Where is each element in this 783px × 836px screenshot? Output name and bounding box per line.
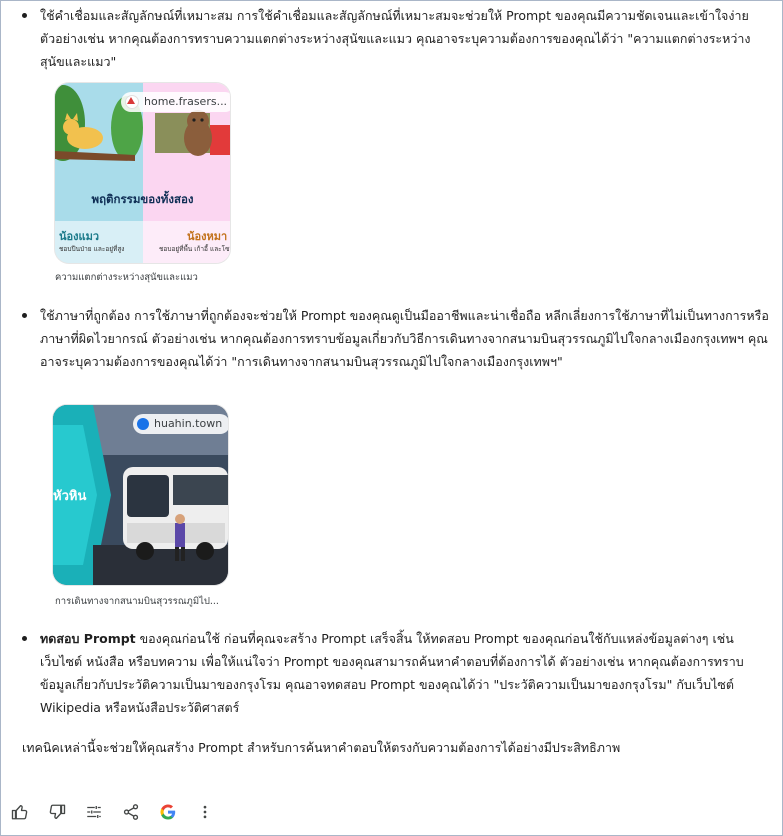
- card-left-sub: ชอบปีนป่าย และอยู่ที่สูง: [59, 245, 125, 253]
- closing-paragraph: เทคนิคเหล่านี้จะช่วยให้คุณสร้าง Prompt สำหรับการค้นหาคำตอบให้ตรงกับความต้องการได้อย่างมีประสิทธิภาพ: [22, 740, 621, 755]
- share-icon: [122, 803, 140, 821]
- item-text: ของคุณก่อนใช้ ก่อนที่คุณจะสร้าง Prompt เสร็จสิ้น ให้ทดสอบ Prompt ของคุณก่อนใช้กับแหล่งข้อมูลต่างๆ เช่น เว็บไซต์ หนังสือ หรือบทความ เพื่อให้แน่ใจว่า Prompt ของคุณสามารถค้นหาคำตอบที่ต้องการได้ ตัวอย่างเช่น หากคุณต้องการทราบข้อมูลเกี่ยวกับประวัติความเป็นมาของกรุงโรม คุณอาจทดสอบ Prompt ของคุณได้ว่า "ประวัติความเป็นมาของกรุงโรม" กับเว็บไซต์ Wikipedia หรือหนังสือประวัติศาสตร์: [40, 631, 744, 715]
- double-check-button[interactable]: [156, 800, 180, 824]
- image-card-bus[interactable]: [53, 405, 228, 585]
- card-sign-text: หัวหิน: [53, 489, 87, 504]
- card-right-label: น้องหมา: [187, 230, 228, 243]
- item-text: ใช้ภาษาที่ถูกต้อง การใช้ภาษาที่ถูกต้องจะช่วยให้ Prompt ของคุณดูเป็นมืออาชีพและน่าเชื่อถือ หลีกเลี่ยงการใช้ภาษาที่ไม่เป็นทางการหรือภาษาที่ผิดไวยากรณ์ ตัวอย่างเช่น หากคุณต้องการทราบข้อมูลเกี่ยวกับวิธีการเดินทางจากสนามบินสุวรรณภูมิไปใจกลางเมืองกรุงเทพฯ คุณอาจระบุความต้องการของคุณได้ว่า "การเดินทางจากสนามบินสุวรรณภูมิไปใจกลางเมืองกรุงเทพฯ": [40, 308, 769, 369]
- more-options-button[interactable]: [193, 800, 217, 824]
- more-vert-icon: [196, 803, 214, 821]
- card-left-label: น้องแมว: [59, 230, 100, 243]
- response-toolbar: [8, 800, 230, 824]
- source-name: home.frasers...: [144, 95, 228, 108]
- card-heading: พฤติกรรมของทั้งสอง: [91, 192, 194, 206]
- thumb-up-button[interactable]: [8, 800, 32, 824]
- source-pill[interactable]: [121, 92, 230, 112]
- tune-icon: [85, 803, 103, 821]
- thumb-down-icon: [48, 803, 66, 821]
- thumb-up-icon: [11, 803, 29, 821]
- item-bold-text: ทดสอบ Prompt: [40, 631, 136, 646]
- list-item: [40, 304, 770, 373]
- image-caption: การเดินทางจากสนามบินสุวรรณภูมิไป...: [55, 596, 219, 607]
- google-icon: [159, 803, 177, 821]
- image-card-pets[interactable]: [55, 83, 230, 263]
- card-right-sub: ชอบอยู่ที่พื้น เก้าอี้ และโซ: [159, 245, 230, 253]
- thumb-down-button[interactable]: [45, 800, 69, 824]
- source-name: huahin.town: [154, 417, 223, 430]
- bullet-dot: [22, 13, 27, 18]
- bullet-dot: [22, 313, 27, 318]
- bullet-dot: [22, 636, 27, 641]
- share-button[interactable]: [119, 800, 143, 824]
- list-item: [40, 4, 770, 73]
- site-favicon-icon: [125, 95, 139, 109]
- image-caption: ความแตกต่างระหว่างสุนัขและแมว: [55, 272, 198, 283]
- source-pill[interactable]: [133, 414, 228, 434]
- modify-response-button[interactable]: [82, 800, 106, 824]
- list-item: [40, 627, 770, 719]
- site-favicon-icon: [137, 418, 149, 430]
- item-text: ใช้คำเชื่อมและสัญลักษณ์ที่เหมาะสม การใช้คำเชื่อมและสัญลักษณ์ที่เหมาะสมจะช่วยให้ Prompt ของคุณมีความชัดเจนและเข้าใจง่าย ตัวอย่างเช่น หากคุณต้องการทราบความแตกต่างระหว่างสุนัขและแมว คุณอาจระบุความต้องการของคุณได้ว่า "ความแตกต่างระหว่างสุนัขและแมว": [40, 8, 751, 69]
